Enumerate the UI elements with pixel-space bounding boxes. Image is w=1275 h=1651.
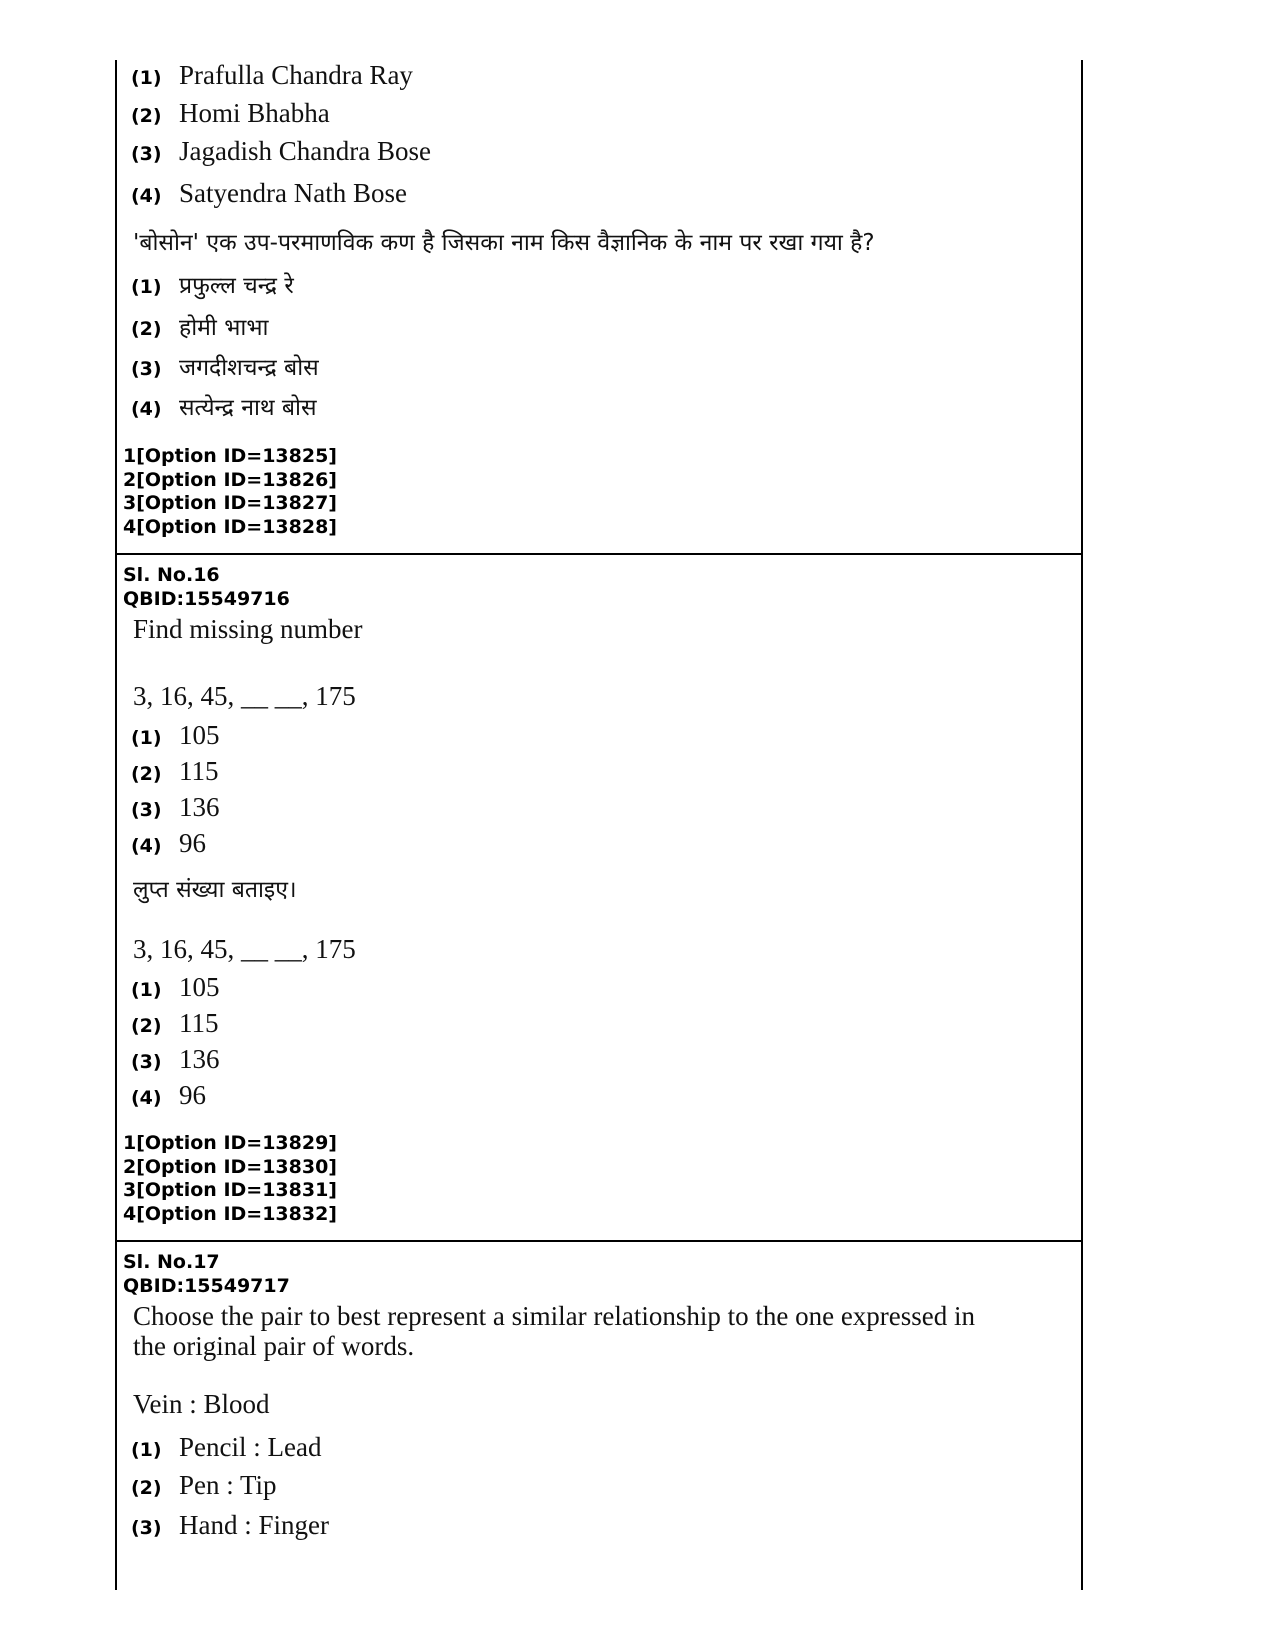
option-number: (1) [131,727,162,749]
q15-hindi-question: 'बोसोन' एक उप-परमाणविक कण है जिसका नाम किस वैज्ञानिक के नाम पर रखा गया है? [133,230,875,256]
option-id: 4[Option ID=13832] [123,1202,337,1225]
option-text: 115 [179,756,219,786]
option-text: Satyendra Nath Bose [179,178,407,208]
option-id: 2[Option ID=13830] [123,1155,337,1178]
q16-english-question: Find missing number [133,614,363,644]
option-id: 1[Option ID=13825] [123,445,337,467]
q15-en-option-3 [131,136,431,167]
option-text: Pencil : Lead [179,1432,322,1462]
option-text: 115 [179,1008,219,1038]
option-text: होमी भाभा [179,315,269,341]
option-text: 105 [179,720,220,750]
q17-en-option-1 [131,1432,321,1463]
option-id: 3[Option ID=13831] [123,1179,337,1201]
q15-en-option-4 [131,178,407,209]
q17-en-option-3 [131,1510,329,1541]
option-id: 1[Option ID=13829] [123,1132,337,1154]
qbid: QBID:15549716 [123,588,290,610]
option-text: 96 [179,828,206,858]
q16-header [123,563,290,611]
option-number: (1) [131,979,162,1001]
option-number: (3) [131,799,162,821]
section-divider [117,1240,1081,1242]
q15-hi-option-2 [131,310,268,342]
q15-en-option-2 [131,98,330,129]
q16-english-series: 3, 16, 45, __ __, 175 [133,681,356,711]
option-number: (3) [131,1051,162,1073]
section-divider [117,553,1081,555]
option-number: (1) [131,276,162,298]
q17-given-pair: Vein : Blood [133,1389,270,1419]
option-number: (4) [131,185,162,207]
option-text: जगदीशचन्द्र बोस [179,355,319,381]
option-id: 2[Option ID=13826] [123,468,337,491]
q16-hindi-question: लुप्त संख्या बताइए। [133,877,297,903]
q17-en-option-2 [131,1470,277,1501]
q16-en-option-2 [131,756,219,787]
q15-hi-option-3 [131,350,319,382]
q16-en-option-4 [131,828,206,859]
q16-hi-option-2 [131,1008,219,1039]
option-number: (4) [131,398,162,420]
option-number: (4) [131,835,162,857]
q15-option-ids [123,445,337,539]
serial-number: Sl. No.16 [123,564,220,586]
option-id: 4[Option ID=13828] [123,515,337,538]
option-number: (2) [131,105,162,127]
q16-hi-option-1 [131,972,220,1003]
question-paper-frame [115,60,1083,1590]
q15-hi-option-1 [131,268,294,300]
q16-hindi-series: 3, 16, 45, __ __, 175 [133,934,356,964]
q15-en-option-1 [131,60,413,91]
qbid: QBID:15549717 [123,1275,290,1297]
q16-hi-option-3 [131,1044,220,1075]
option-number: (2) [131,763,162,785]
option-number: (3) [131,1517,162,1539]
option-number: (3) [131,358,162,380]
option-text: Pen : Tip [179,1470,277,1500]
option-text: Jagadish Chandra Bose [179,136,431,166]
option-number: (1) [131,1439,162,1461]
option-number: (2) [131,1015,162,1037]
q16-hi-option-4 [131,1080,206,1111]
q16-en-option-3 [131,792,220,823]
option-text: Hand : Finger [179,1510,329,1540]
option-text: 136 [179,1044,220,1074]
option-number: (2) [131,318,162,340]
serial-number: Sl. No.17 [123,1251,220,1273]
q15-hi-option-4 [131,390,317,422]
option-number: (4) [131,1087,162,1109]
option-text: प्रफुल्ल चन्द्र रे [179,273,294,299]
option-id: 3[Option ID=13827] [123,492,337,514]
option-text: 96 [179,1080,206,1110]
q16-en-option-1 [131,720,220,751]
q17-header [123,1250,290,1298]
option-text: 105 [179,972,220,1002]
option-number: (2) [131,1477,162,1499]
option-text: सत्येन्द्र नाथ बोस [179,395,317,421]
option-text: 136 [179,792,220,822]
q16-option-ids [123,1132,337,1226]
q17-english-question-line1: Choose the pair to best represent a similar relationship to the one expressed in [133,1301,976,1331]
option-text: Homi Bhabha [179,98,330,128]
option-text: Prafulla Chandra Ray [179,60,413,90]
option-number: (3) [131,143,162,165]
option-number: (1) [131,67,162,89]
q17-english-question-line2: the original pair of words. [133,1331,415,1361]
